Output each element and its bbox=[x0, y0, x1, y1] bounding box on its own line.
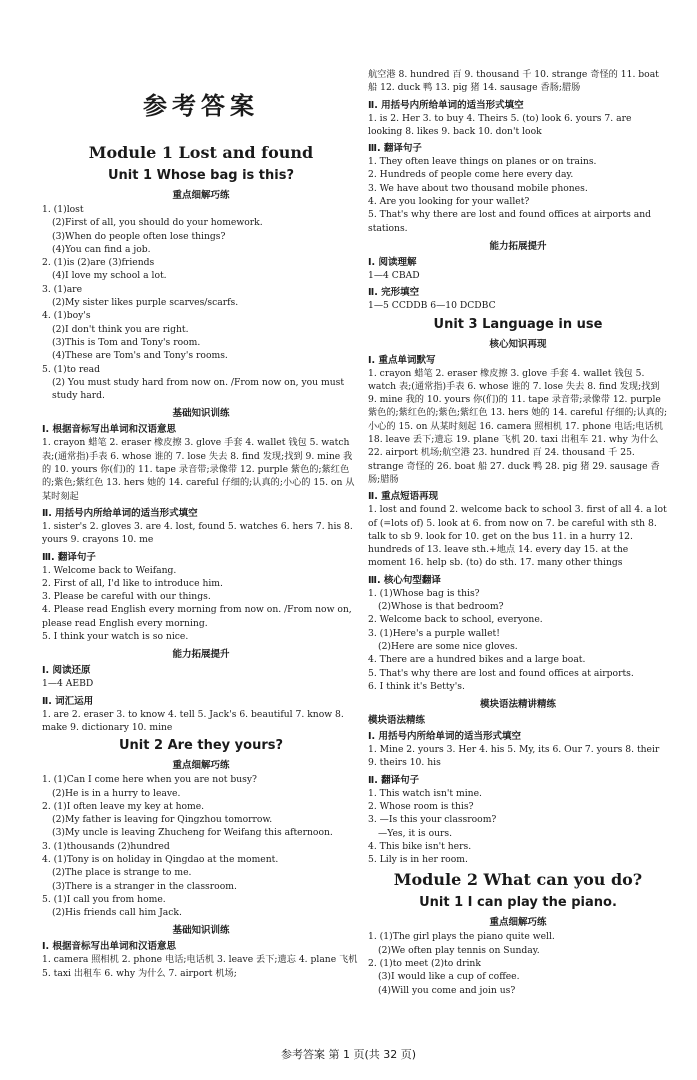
unit-title: Unit 3 Language in use bbox=[433, 316, 603, 332]
answer-line: 2. (1)I often leave my key at home. bbox=[42, 800, 205, 812]
answer-line: 2. (1)to meet (2)to drink bbox=[368, 958, 481, 970]
answer-line: 4. This bike isn't hers. bbox=[368, 840, 472, 852]
answer-line: 1. (1)Whose bag is this? bbox=[368, 587, 480, 599]
section-title: 重点细解巧练 bbox=[172, 190, 230, 201]
answer-line: (2)My father is leaving for Qingzhou tomorrow. bbox=[52, 814, 273, 826]
answer-line: (4)You can find a job. bbox=[52, 243, 151, 255]
answer-line: 1. lost and found 2. welcome back to school 3. first of all 4. a lot of (=lots of) 5. look at 6. from now on 7. be careful with sth 8. talk to sb 9. look for 10. get on the bus 11. in a hurry 12. hundreds of 13. leave sth.+地点 14. every day 15. at the moment 16. help sb. (to) do sth. 17. many other things bbox=[368, 504, 667, 569]
sub-heading: Ⅰ. 用括号内所给单词的适当形式填空 bbox=[368, 731, 521, 743]
answer-line: 4. Are you looking for your wallet? bbox=[368, 196, 530, 208]
section-title: 基础知识训练 bbox=[172, 925, 230, 937]
answer-line: 4. (1)Tony is on holiday in Qingdao at the moment. bbox=[42, 853, 279, 865]
answer-line: 5. Lily is in her room. bbox=[368, 854, 468, 866]
sub-heading: Ⅰ. 根据音标写出单词和汉语意思 bbox=[42, 941, 176, 953]
answer-line: 2. Whose room is this? bbox=[368, 800, 474, 812]
answer-line: —Yes, it is ours. bbox=[378, 827, 453, 839]
sub-heading: Ⅱ. 完形填空 bbox=[368, 287, 420, 299]
sub-heading: Ⅱ. 翻译句子 bbox=[368, 774, 420, 786]
answer-line: 1. (1)Can I come here when you are not busy? bbox=[42, 774, 257, 786]
answer-line: (3)My uncle is leaving Zhucheng for Weifang this afternoon. bbox=[52, 827, 333, 839]
right-column bbox=[368, 68, 668, 997]
answer-line: 航空港 8. hundred 百 9. thousand 千 10. strange 奇怪的 11. boat 船 12. duck 鸭 13. pig 猪 14. sausage 香肠;腊肠 bbox=[368, 69, 659, 94]
module-title: Module 1 Lost and found bbox=[88, 143, 314, 162]
answer-line: (3)I would like a cup of coffee. bbox=[378, 971, 520, 983]
answer-line: 1. crayon 蜡笔 2. eraser 橡皮擦 3. glove 手套 4. wallet 钱包 5. watch 表;(通常指)手表 6. whose 谁的 7. lose 失去 8. find 发现;找到 9. mine 我的 10. yours 你(们)的 11. tape 录音带;录像带 12. purple 紫色的;紫红色的;紫色;紫红色 13. hers 她的 14. careful 仔细的;认真的;小心的 15. on 从某时刻起 16. camera 照相机 17. phone 电话;电话机 18. leave 丢下;遗忘 19. plane 飞机 20. taxi 出租车 21. why 为什么 22. airport 机场;航空港 23. hundred 百 24. thousand 千 25. strange 奇怪的 26. boat 船 27. duck 鸭 28. pig 猪 29. sausage 香肠;腊肠 bbox=[368, 367, 668, 485]
answer-line: 1. This watch isn't mine. bbox=[368, 787, 482, 799]
answer-line: 3. Please be careful with our things. bbox=[42, 591, 211, 603]
answer-line: (2)Here are some nice gloves. bbox=[378, 640, 518, 652]
section-title: 重点细解巧练 bbox=[172, 760, 230, 772]
unit-title: Unit 1 I can play the piano. bbox=[419, 895, 617, 911]
answer-line: 3. —Is this your classroom? bbox=[368, 814, 497, 826]
sub-heading: Ⅰ. 阅读还原 bbox=[42, 665, 91, 677]
answer-line: 1. Mine 2. yours 3. Her 4. his 5. My, its 6. Our 7. yours 8. their 9. theirs 10. his bbox=[368, 744, 660, 769]
answer-line: 1. They often leave things on planes or on trains. bbox=[368, 156, 597, 168]
sub-heading: Ⅲ. 翻译句子 bbox=[368, 143, 422, 155]
answer-line: 1. (1)lost bbox=[42, 204, 84, 215]
answer-line: (4)Will you come and join us? bbox=[378, 984, 516, 996]
answer-line: 1—5 CCDDB 6—10 DCDBC bbox=[368, 300, 496, 312]
answer-line: (4)I love my school a lot. bbox=[52, 270, 167, 282]
answer-line: (2)The place is strange to me. bbox=[52, 867, 192, 879]
answer-line: 1—4 CBAD bbox=[368, 269, 420, 281]
sub-heading: Ⅰ. 阅读理解 bbox=[368, 256, 417, 268]
answer-line: (2)First of all, you should do your homework. bbox=[52, 217, 263, 229]
module-title: Module 2 What can you do? bbox=[393, 870, 643, 890]
answer-line: 4. (1)boy's bbox=[42, 310, 91, 322]
answer-line: (2)We often play tennis on Sunday. bbox=[378, 944, 540, 956]
unit-title: Unit 2 Are they yours? bbox=[118, 738, 284, 754]
answer-line: 1. (1)The girl plays the piano quite well. bbox=[368, 931, 555, 943]
answer-line: (2)He is in a hurry to leave. bbox=[52, 787, 181, 799]
answer-line: (3)When do people often lose things? bbox=[52, 230, 226, 242]
page-footer: 参考答案 第 1 页(共 32 页) bbox=[280, 1048, 417, 1061]
answer-line: 2. Welcome back to school, everyone. bbox=[368, 614, 543, 626]
sub-heading: 模块语法精练 bbox=[368, 715, 426, 727]
sub-heading: Ⅱ. 词汇运用 bbox=[42, 695, 94, 707]
answer-line: 5. (1)I call you from home. bbox=[42, 893, 166, 905]
answer-line: 5. That's why there are lost and found offices at airports. bbox=[368, 667, 634, 679]
answer-line: 1—4 AEBD bbox=[42, 678, 94, 690]
answer-line: 1. are 2. eraser 3. to know 4. tell 5. Jack's 6. beautiful 7. know 8. make 9. dictionary 10. mine bbox=[42, 708, 344, 733]
answer-line: 6. I think it's Betty's. bbox=[368, 680, 465, 692]
section-title: 能力拓展提升 bbox=[172, 649, 230, 661]
answer-line: 1. Welcome back to Weifang. bbox=[42, 564, 177, 576]
answer-line: 2. Hundreds of people come here every day. bbox=[368, 169, 574, 181]
answer-line: 5. (1)to read bbox=[42, 363, 101, 375]
section-title: 重点细解巧练 bbox=[489, 917, 547, 929]
answer-line: (3)There is a stranger in the classroom. bbox=[52, 880, 237, 892]
answer-line: 3. We have about two thousand mobile phones. bbox=[368, 182, 588, 194]
answer-line: (3)This is Tom and Tony's room. bbox=[52, 336, 201, 348]
answer-line: (2)I don't think you are right. bbox=[52, 323, 189, 335]
sub-heading: Ⅱ. 用括号内所给单词的适当形式填空 bbox=[368, 99, 524, 111]
left-column bbox=[42, 68, 360, 980]
answer-line: 1. crayon 蜡笔 2. eraser 橡皮擦 3. glove 手套 4. wallet 钱包 5. watch 表;(通常指)手表 6. whose 谁的 7. lose 失去 8. find 发现;找到 9. mine 我的 10. yours 你(们)的 11. tape 录音带;录像带 12. purple 紫色的;紫红色的;紫色;紫红色 13. hers 她的 14. careful 仔细的;认真的;小心的 15. on 从某时刻起 bbox=[42, 437, 355, 502]
answer-line: 3. (1)Here's a purple wallet! bbox=[368, 627, 500, 639]
answer-line: (2)My sister likes purple scarves/scarfs. bbox=[52, 297, 239, 309]
sub-heading: Ⅲ. 核心句型翻译 bbox=[368, 574, 441, 586]
section-title: 模块语法精讲精练 bbox=[479, 699, 556, 711]
sub-heading: Ⅰ. 重点单词默写 bbox=[368, 354, 436, 366]
answer-line: (2) You must study hard from now on. /From now on, you must study hard. bbox=[52, 376, 345, 402]
answer-line: 1. is 2. Her 3. to buy 4. Theirs 5. (to) look 6. yours 7. are looking 8. likes 9. back 10. don't look bbox=[368, 112, 632, 137]
section-title: 能力拓展提升 bbox=[489, 240, 547, 252]
answer-line: 2. (1)is (2)are (3)friends bbox=[42, 257, 155, 269]
answer-line: 3. (1)thousands (2)hundred bbox=[42, 840, 170, 852]
page-title: 参考答案 bbox=[143, 92, 259, 120]
answer-line: (2)His friends call him Jack. bbox=[52, 907, 182, 919]
unit-title: Unit 1 Whose bag is this? bbox=[107, 168, 295, 183]
sub-heading: Ⅰ. 根据音标写出单词和汉语意思 bbox=[42, 424, 176, 436]
answer-line: 1. sister's 2. gloves 3. are 4. lost, found 5. watches 6. hers 7. his 8. yours 9. crayons 10. me bbox=[42, 520, 353, 546]
answer-line: 5. That's why there are lost and found offices at airports and stations. bbox=[368, 209, 652, 234]
sub-heading: Ⅱ. 用括号内所给单词的适当形式填空 bbox=[42, 507, 198, 519]
section-title: 基础知识训练 bbox=[172, 408, 230, 420]
section-title: 核心知识再现 bbox=[489, 338, 547, 350]
answer-line: 3. (1)are bbox=[42, 283, 83, 295]
answer-line: 1. camera 照相机 2. phone 电话;电话机 3. leave 丢下;遗忘 4. plane 飞机 5. taxi 出租车 6. why 为什么 7. airport 机场; bbox=[42, 954, 358, 979]
answer-line: (4)These are Tom's and Tony's rooms. bbox=[52, 350, 228, 362]
sub-heading: Ⅱ. 重点短语再现 bbox=[368, 491, 439, 503]
answer-line: 2. First of all, I'd like to introduce him. bbox=[42, 577, 223, 589]
answer-line: 4. There are a hundred bikes and a large boat. bbox=[368, 654, 586, 666]
answer-line: (2)Whose is that bedroom? bbox=[378, 601, 504, 613]
sub-heading: Ⅲ. 翻译句子 bbox=[42, 551, 96, 563]
answer-line: 4. Please read English every morning from now on. /From now on, please read English every morning. bbox=[42, 604, 352, 629]
answer-line: 5. I think your watch is so nice. bbox=[42, 631, 189, 643]
